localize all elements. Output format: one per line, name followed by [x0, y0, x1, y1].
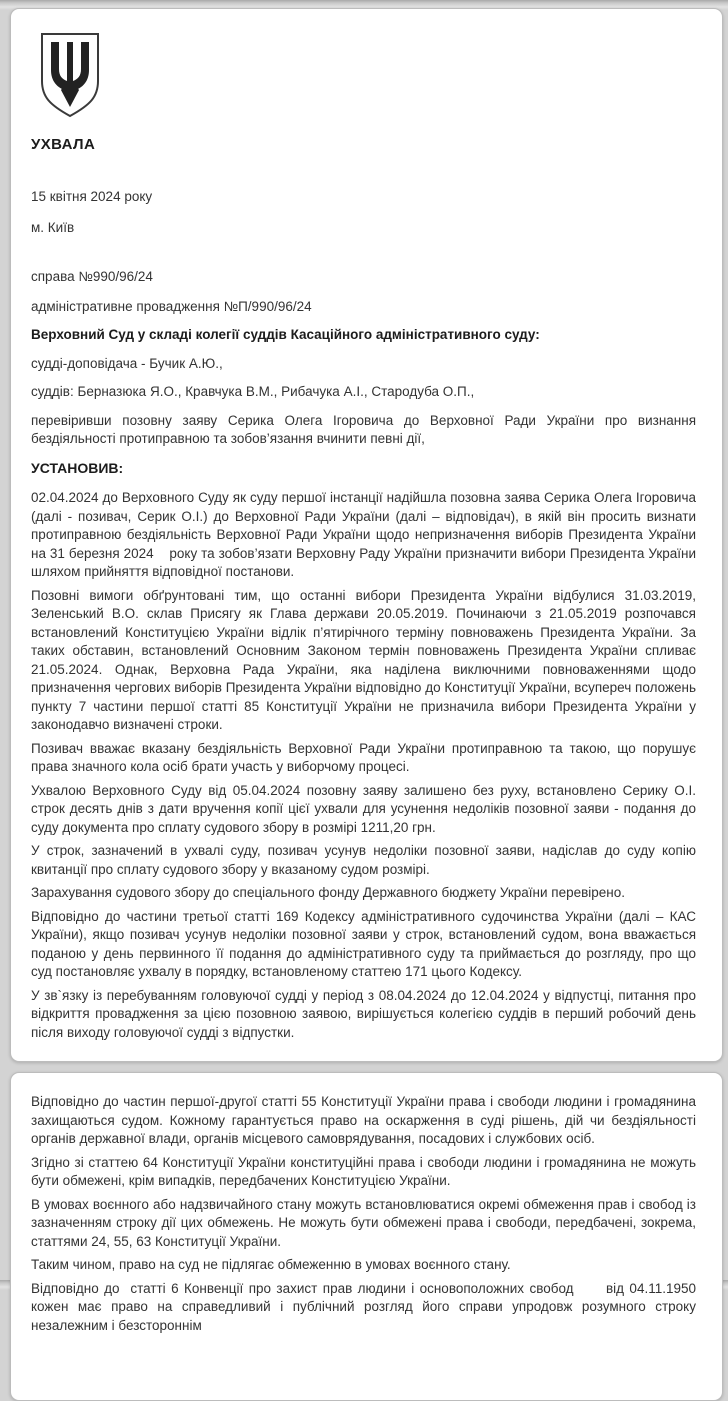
court-composition: Верховний Суд у складі колегії суддів Касаційного адміністративного суду: — [31, 327, 540, 342]
body-paragraph: Позовні вимоги обґрунтовані тим, що останні вибори Президента України відбулися 31.03.2019, Зеленський В.О. склав Присягу як Глава держави 20.05.2019. Починаючи з 21.05.2019 розпочався встановлений Конституцією України відлік п’ятирічного терміну повноважень Президента України. За таких обставин, встановлений Основним Законом термін повноважень Президента України спливає 21.05.2024. Однак, Верховна Рада України, яка наділена виключними повноваженнями щодо призначення чергових виборів Президента України відповідно до Конституції України, всупереч положень пункту 7 частини першої статті 85 Конституції України не призначила вибори Президента України у законодавчо визначені строки. — [31, 587, 696, 732]
body-paragraph: Ухвалою Верховного Суду від 05.04.2024 позовну заяву залишено без руху, встановлено Серику О.І. строк десять днів з дати вручення копії цієї ухвали для усунення недоліків позовної заяви - подання до суду документа про сплату судового збору в розмірі 1211,20 грн. — [31, 782, 696, 835]
proceeding-number: адміністративне провадження №П/990/96/24 — [31, 298, 312, 314]
body-paragraph: 02.04.2024 до Верховного Суду як суду першої інстанції надійшла позовна заява Серика Олега Ігоровича (далі - позивач, Серик О.І.) до Верховної Ради України (далі – відповідач), в якій він просить визнати протиправною бездіяльність Верховної Ради України щодо непризначення виборів Президента України на 31 березня 2024 року та зобов’язати Верховну Раду України призначити вибори Президента України шляхом прийняття відповідної постанови. — [31, 490, 696, 579]
body-paragraph: Відповідно до статті 6 Конвенції про захист прав людини і основоположних свобод від 04.11.1950 кожен має право на справедливий і публічний розгляд його справи упродовж розумного строку незалежним і безстороннім — [31, 1280, 696, 1333]
ruling-page-1 — [10, 8, 723, 1062]
body-paragraph: Зарахування судового збору до спеціального фонду Державного бюджету України перевірено. — [31, 885, 626, 900]
ukraine-coat-of-arms-icon — [37, 31, 103, 119]
document-date: 15 квітня 2024 року — [31, 189, 153, 204]
case-number: справа №990/96/24 — [31, 269, 153, 284]
body-paragraph: Згідно зі статтею 64 Конституції України конституційні права і свободи людини і громадянина не можуть бути обмежені, крім випадків, передбачених Конституцією України. — [31, 1154, 696, 1188]
ruling-body-part-2 — [31, 1093, 696, 1335]
ruling-heading: УСТАНОВИВ: — [31, 459, 124, 476]
preamble: перевіривши позовну заяву Серика Олега Ігоровича до Верховної Ради України про визнання бездіяльності протиправною та зобов’язання вчинити певні дії, — [31, 412, 696, 446]
body-paragraph: Таким чином, право на суд не підлягає обмеженню в умовах воєнного стану. — [31, 1257, 511, 1272]
body-paragraph: У строк, зазначений в ухвалі суду, позивач усунув недоліки позовної заяви, надіслав до суду копію квитанції про сплату судового збору у вказаному судом розмірі. — [31, 843, 696, 877]
judge-rapporteur: судді-доповідача - Бучик А.Ю., — [31, 355, 223, 371]
document-place: м. Київ — [31, 219, 75, 235]
body-paragraph: У зв`язку із перебуванням головуючої судді у період з 08.04.2024 до 12.04.2024 у відпустці, питання про відкриття провадження за цією позовною заявою, вирішується колегією суддів в перший робочий день після виходу головуючої судді з відпустки. — [31, 987, 696, 1040]
body-paragraph: В умовах воєнного або надзвичайного стану можуть встановлюватися окремі обмеження прав і свобод із зазначенням строку дії цих обмежень. Не можуть бути обмежені права і свободи, передбачені, зокрема, статтями 24, 55, 63 Конституції України. — [31, 1196, 696, 1249]
body-paragraph: Позивач вважає вказану бездіяльність Верховної Ради України протиправною та такою, що порушує права значного кола осіб брати участь у виборчому процесі. — [31, 740, 696, 774]
body-paragraph: Відповідно до частини третьої статті 169 Кодексу адміністративного судочинства України (далі – КАС України), якщо позивач усунув недоліки позовної заяви у строк, встановлений судом, вона вважається поданою у день первинного її подання до адміністративного суду та приймається до розгляду, про що суд постановляє ухвалу в порядку, встановленому статтею 171 цього Кодексу. — [31, 908, 696, 979]
ruling-body-part-1 — [31, 489, 696, 1042]
ruling-page-2 — [10, 1072, 723, 1401]
judges-list: суддів: Берназюка Я.О., Кравчука В.М., Рибачука А.І., Стародуба О.П., — [31, 384, 475, 399]
document-title: УХВАЛА — [31, 136, 96, 153]
body-paragraph: Відповідно до частин першої-другої статті 55 Конституції України права і свободи людини і громадянина захищаються судом. Кожному гарантується право на оскарження в суді рішень, дій чи бездіяльності органів державної влади, органів місцевого самоврядування, посадових і службових осіб. — [31, 1094, 696, 1146]
